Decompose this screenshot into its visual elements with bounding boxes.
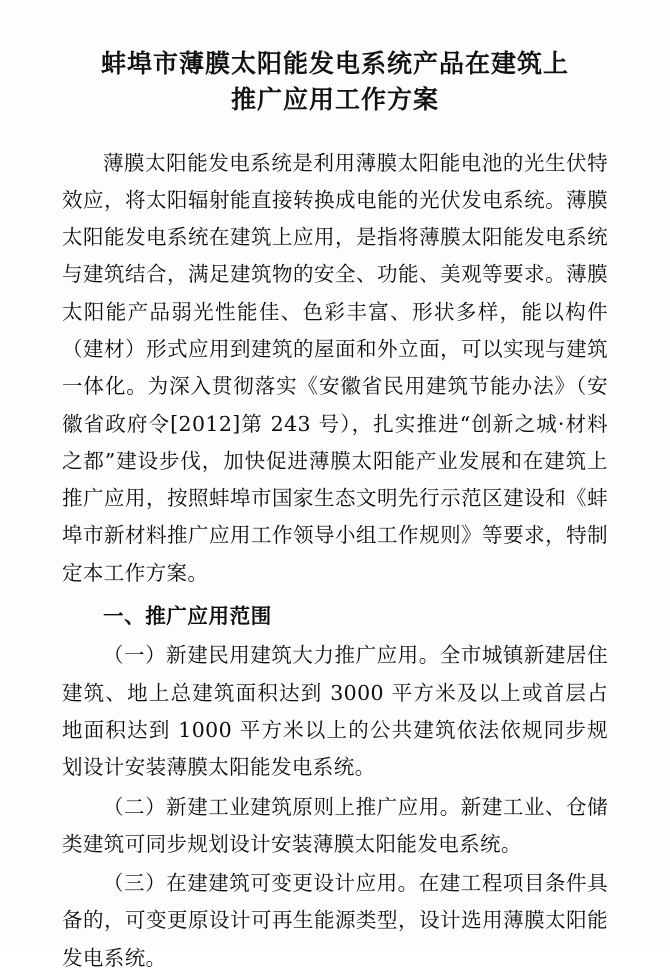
page-title-line-2: 推广应用工作方案 <box>62 82 608 118</box>
clause-3-paragraph: （三）在建建筑可变更设计应用。在建工程项目条件具备的，可变更原设计可再生能源类型，设计选用薄膜太阳能发电系统。 <box>62 865 608 977</box>
clause-1-paragraph: （一）新建民用建筑大力推广应用。全市城镇新建居住建筑、地上总建筑面积达到 3000 平方米及以上或首层占地面积达到 1000 平方米以上的公共建筑依法依规同步规划设计安装薄膜太阳能发电系统。 <box>62 637 608 786</box>
page-title-line-1: 蚌埠市薄膜太阳能发电系统产品在建筑上 <box>62 46 608 82</box>
intro-paragraph: 薄膜太阳能发电系统是利用薄膜太阳能电池的光生伏特效应，将太阳辐射能直接转换成电能的光伏发电系统。薄膜太阳能发电系统在建筑上应用，是指将薄膜太阳能发电系统与建筑结合，满足建筑物的安全、功能、美观等要求。薄膜太阳能产品弱光性能佳、色彩丰富、形状多样，能以构件（建材）形式应用到建筑的屋面和外立面，可以实现与建筑一体化。为深入贯彻落实《安徽省民用建筑节能办法》（安徽省政府令[2012]第 243 号），扎实推进“创新之城·材料之都”建设步伐，加快促进薄膜太阳能产业发展和在建筑上推广应用，按照蚌埠市国家生态文明先行示范区建设和《蚌埠市新材料推广应用工作领导小组工作规则》等要求，特制定本工作方案。 <box>62 145 608 593</box>
section-heading-1: 一、推广应用范围 <box>62 598 608 635</box>
clause-2-paragraph: （二）新建工业建筑原则上推广应用。新建工业、仓储类建筑可同步规划设计安装薄膜太阳能发电系统。 <box>62 789 608 864</box>
page-title <box>62 46 608 119</box>
document-body <box>62 145 608 977</box>
